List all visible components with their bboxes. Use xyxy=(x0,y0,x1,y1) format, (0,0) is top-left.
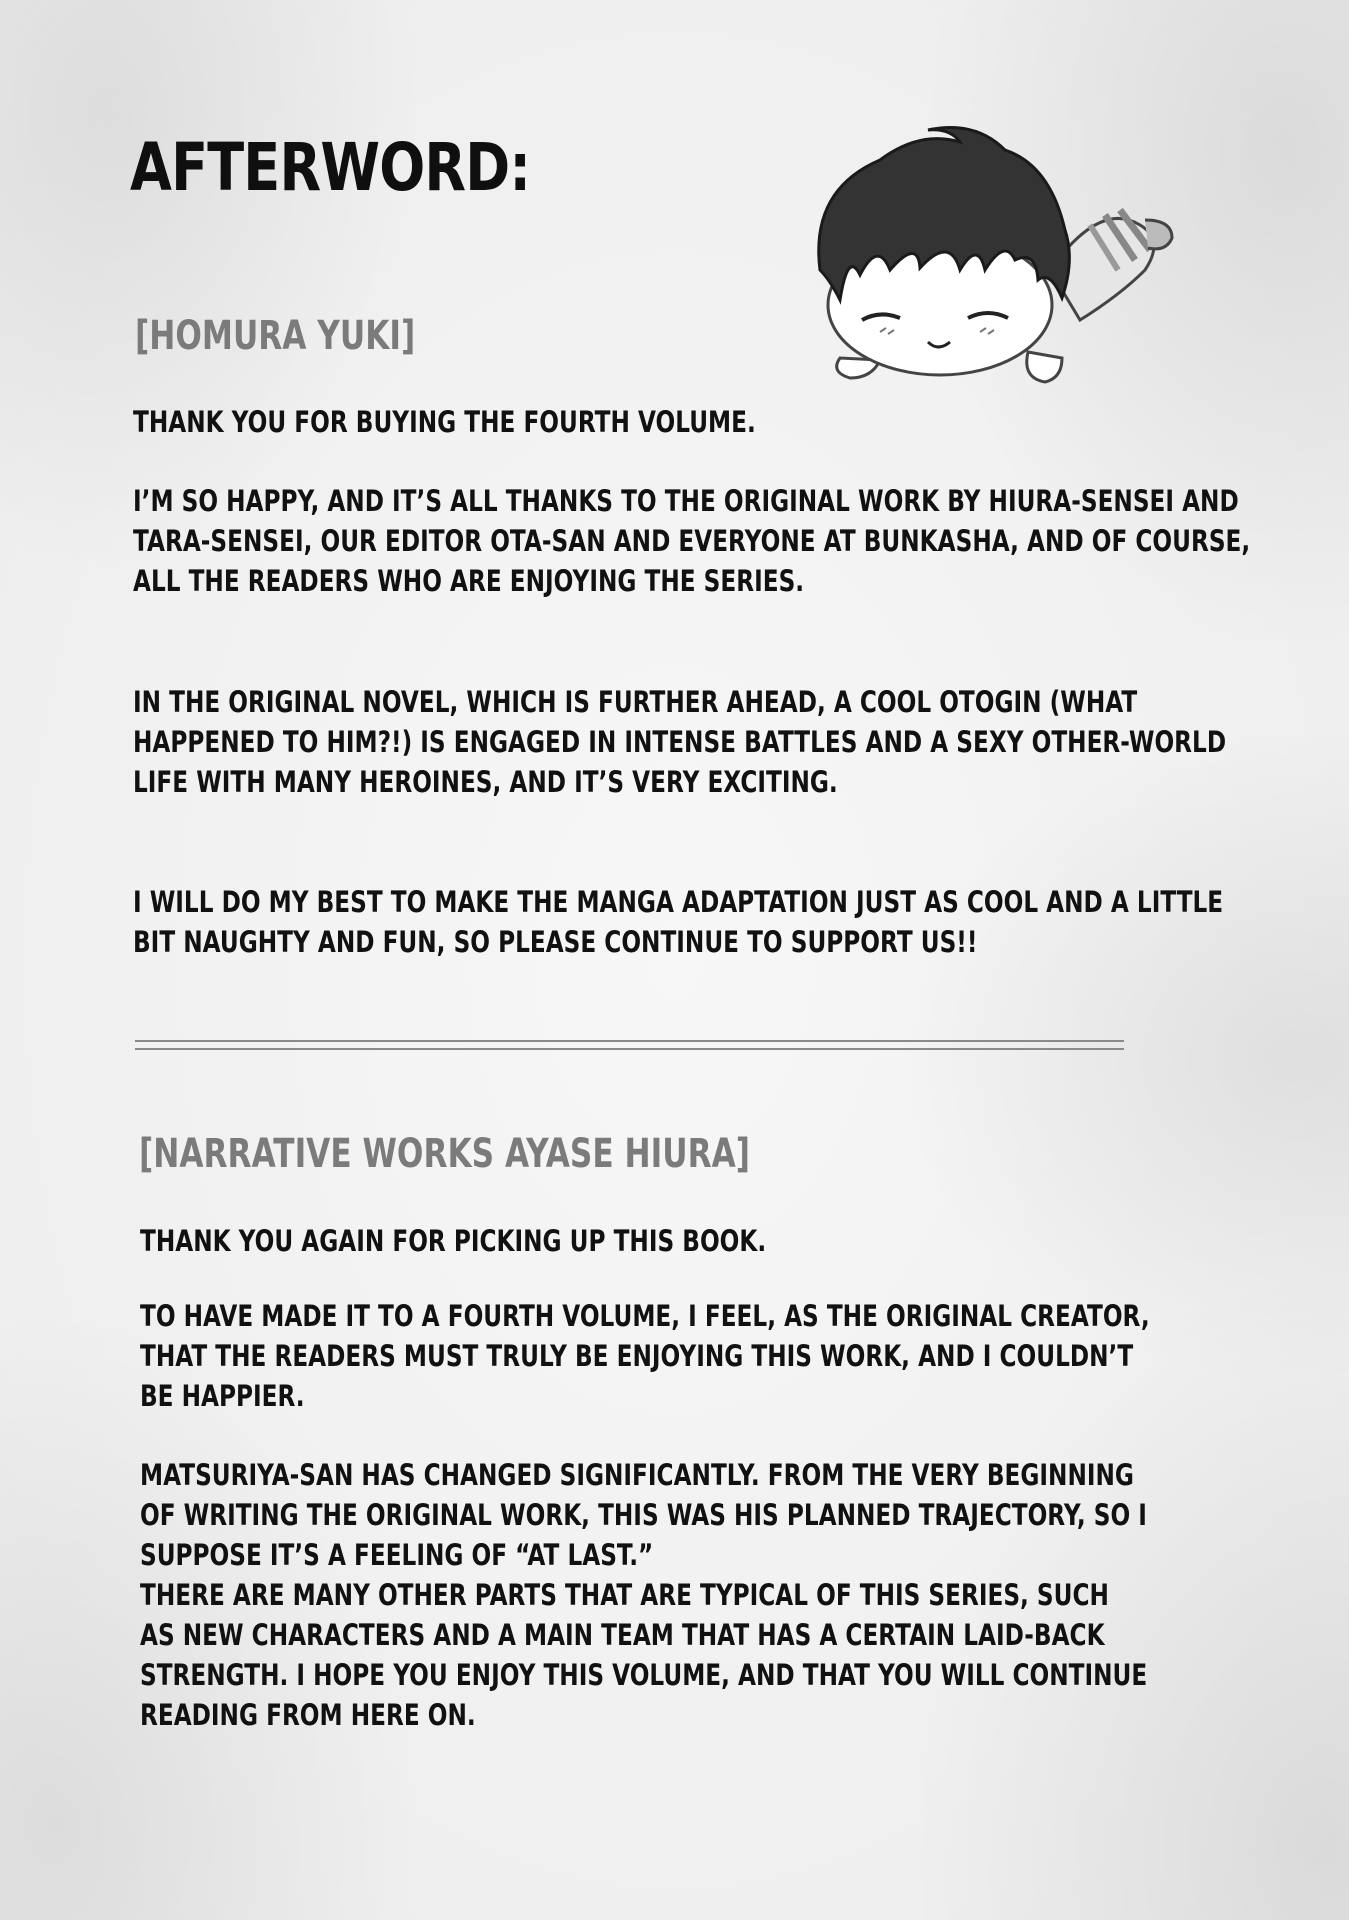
paragraph xyxy=(133,481,1250,601)
paragraph xyxy=(133,682,1226,802)
text-line: AS NEW CHARACTERS AND A MAIN TEAM THAT HAS A CERTAIN LAID-BACK xyxy=(140,1618,1105,1652)
text-line: LIFE WITH MANY HEROINES, AND IT’S VERY EXCITING. xyxy=(133,765,838,799)
section-heading-ayase-hiura: [NARRATIVE WORKS AYASE HIURA] xyxy=(139,1131,751,1177)
text-line: THAT THE READERS MUST TRULY BE ENJOYING THIS WORK, AND I COULDN’T xyxy=(140,1339,1134,1373)
page-title: AFTERWORD: xyxy=(130,129,531,206)
section-divider xyxy=(135,1040,1124,1050)
chibi-character-icon xyxy=(800,120,1180,390)
text-line: I’M SO HAPPY, AND IT’S ALL THANKS TO THE ORIGINAL WORK BY HIURA-SENSEI AND xyxy=(133,484,1239,518)
text-line: THANK YOU AGAIN FOR PICKING UP THIS BOOK. xyxy=(140,1224,767,1258)
text-line: THERE ARE MANY OTHER PARTS THAT ARE TYPICAL OF THIS SERIES, SUCH xyxy=(140,1578,1109,1612)
text-line: BIT NAUGHTY AND FUN, SO PLEASE CONTINUE TO SUPPORT US!! xyxy=(133,925,978,959)
paragraph xyxy=(140,1296,1150,1416)
text-line: THANK YOU FOR BUYING THE FOURTH VOLUME. xyxy=(133,405,756,439)
text-line: OF WRITING THE ORIGINAL WORK, THIS WAS HIS PLANNED TRAJECTORY, SO I xyxy=(140,1498,1147,1532)
section-heading-homura-yuki: [HOMURA YUKI] xyxy=(135,313,416,359)
text-line: I WILL DO MY BEST TO MAKE THE MANGA ADAPTATION JUST AS COOL AND A LITTLE xyxy=(133,885,1224,919)
text-line: READING FROM HERE ON. xyxy=(140,1698,476,1732)
paragraph xyxy=(133,882,1223,962)
text-line: MATSURIYA-SAN HAS CHANGED SIGNIFICANTLY. FROM THE VERY BEGINNING xyxy=(140,1458,1134,1492)
text-line: IN THE ORIGINAL NOVEL, WHICH IS FURTHER AHEAD, A COOL OTOGIN (WHAT xyxy=(133,685,1138,719)
text-line: BE HAPPIER. xyxy=(140,1379,305,1413)
paragraph xyxy=(133,402,756,442)
text-line: ALL THE READERS WHO ARE ENJOYING THE SERIES. xyxy=(133,564,805,598)
text-line: STRENGTH. I HOPE YOU ENJOY THIS VOLUME, AND THAT YOU WILL CONTINUE xyxy=(140,1658,1148,1692)
text-line: TO HAVE MADE IT TO A FOURTH VOLUME, I FEEL, AS THE ORIGINAL CREATOR, xyxy=(140,1299,1150,1333)
text-line: TARA-SENSEI, OUR EDITOR OTA-SAN AND EVERYONE AT BUNKASHA, AND OF COURSE, xyxy=(133,524,1251,558)
paragraph xyxy=(140,1455,1147,1735)
text-line: HAPPENED TO HIM?!) IS ENGAGED IN INTENSE BATTLES AND A SEXY OTHER-WORLD xyxy=(133,725,1227,759)
paragraph xyxy=(140,1221,766,1261)
text-line: SUPPOSE IT’S A FEELING OF “AT LAST.” xyxy=(140,1538,654,1572)
chibi-hand-right xyxy=(1027,352,1062,382)
